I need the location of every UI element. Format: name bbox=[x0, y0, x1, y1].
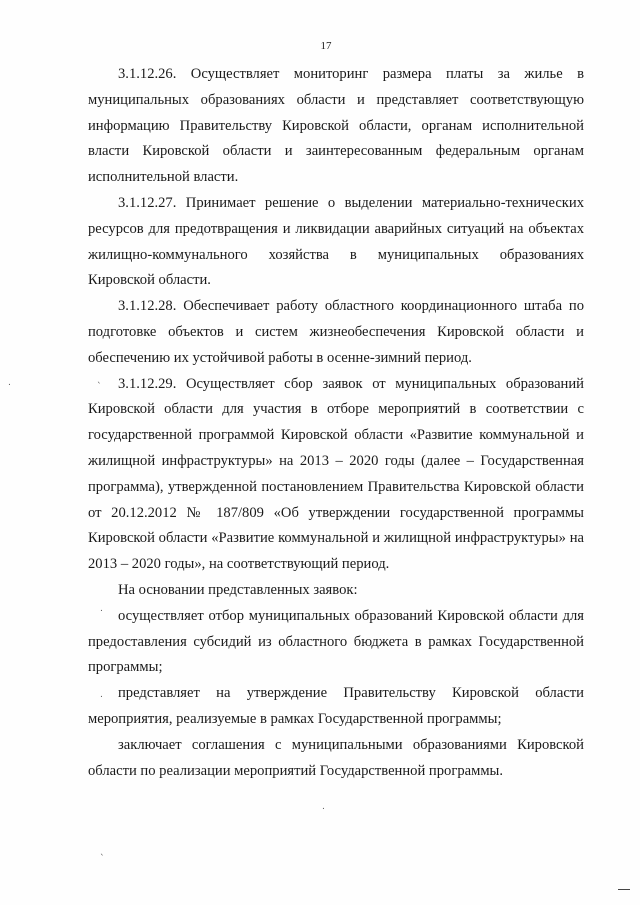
document-body bbox=[88, 62, 584, 784]
scan-edge-mark bbox=[618, 889, 630, 890]
paragraph-3-1-12-28: 3.1.12.28. Обеспечивает работу областного координационного штаба по подготовке объектов и систем жизнеобеспечения Кировской области и обеспечению их устойчивой работы в осенне-зимний период. bbox=[88, 298, 584, 366]
scan-speck: . bbox=[100, 690, 103, 700]
scan-speck: ` bbox=[97, 382, 102, 392]
paragraph-3-1-12-27: 3.1.12.27. Принимает решение о выделении материально-технических ресурсов для предотвращения и ликвидации аварийных ситуаций на объектах жилищно-коммунального хозяйства в муниципальных образованиях Кировской области. bbox=[88, 194, 584, 289]
paragraph-approval: представляет на утверждение Правительству Кировской области мероприятия, реализуемые в рамках Государственной программы; bbox=[88, 685, 584, 727]
paragraph-agreements: заключает соглашения с муниципальными образованиями Кировской области по реализации мероприятий Государственной программы. bbox=[88, 736, 584, 779]
scan-speck: . bbox=[8, 378, 11, 388]
paragraph-3-1-12-29: 3.1.12.29. Осуществляет сбор заявок от муниципальных образований Кировской области для участия в отборе мероприятий в соответствии с государственной программой Кировской области «Развитие коммунальной и жилищной инфраструктуры» на 2013 – 2020 годы (далее – Государственная программа), утвержденной постановлением Правительства Кировской области от 20.12.2012 № 187/809 «Об утверждении государственной программы Кировской области «Развитие коммунальной и жилищной инфраструктуры» на 2013 – 2020 годы», на соответствующий период. bbox=[88, 375, 584, 573]
scan-speck: . bbox=[100, 604, 103, 614]
scan-speck: ` bbox=[100, 854, 105, 864]
paragraph-selection: осуществляет отбор муниципальных образований Кировской области для предоставления субсидий из областного бюджета в рамках Государственной программы; bbox=[88, 607, 584, 676]
paragraph-applications-intro: На основании представленных заявок: bbox=[118, 581, 358, 598]
scan-speck: . bbox=[322, 802, 325, 812]
paragraph-3-1-12-26: 3.1.12.26. Осуществляет мониторинг размера платы за жилье в муниципальных образованиях области и представляет соответствующую информацию Правительству Кировской области, органам исполнительной власти Кировской области и заинтересованным федеральным органам исполнительной власти. bbox=[88, 66, 584, 186]
page-number: 17 bbox=[320, 40, 332, 52]
